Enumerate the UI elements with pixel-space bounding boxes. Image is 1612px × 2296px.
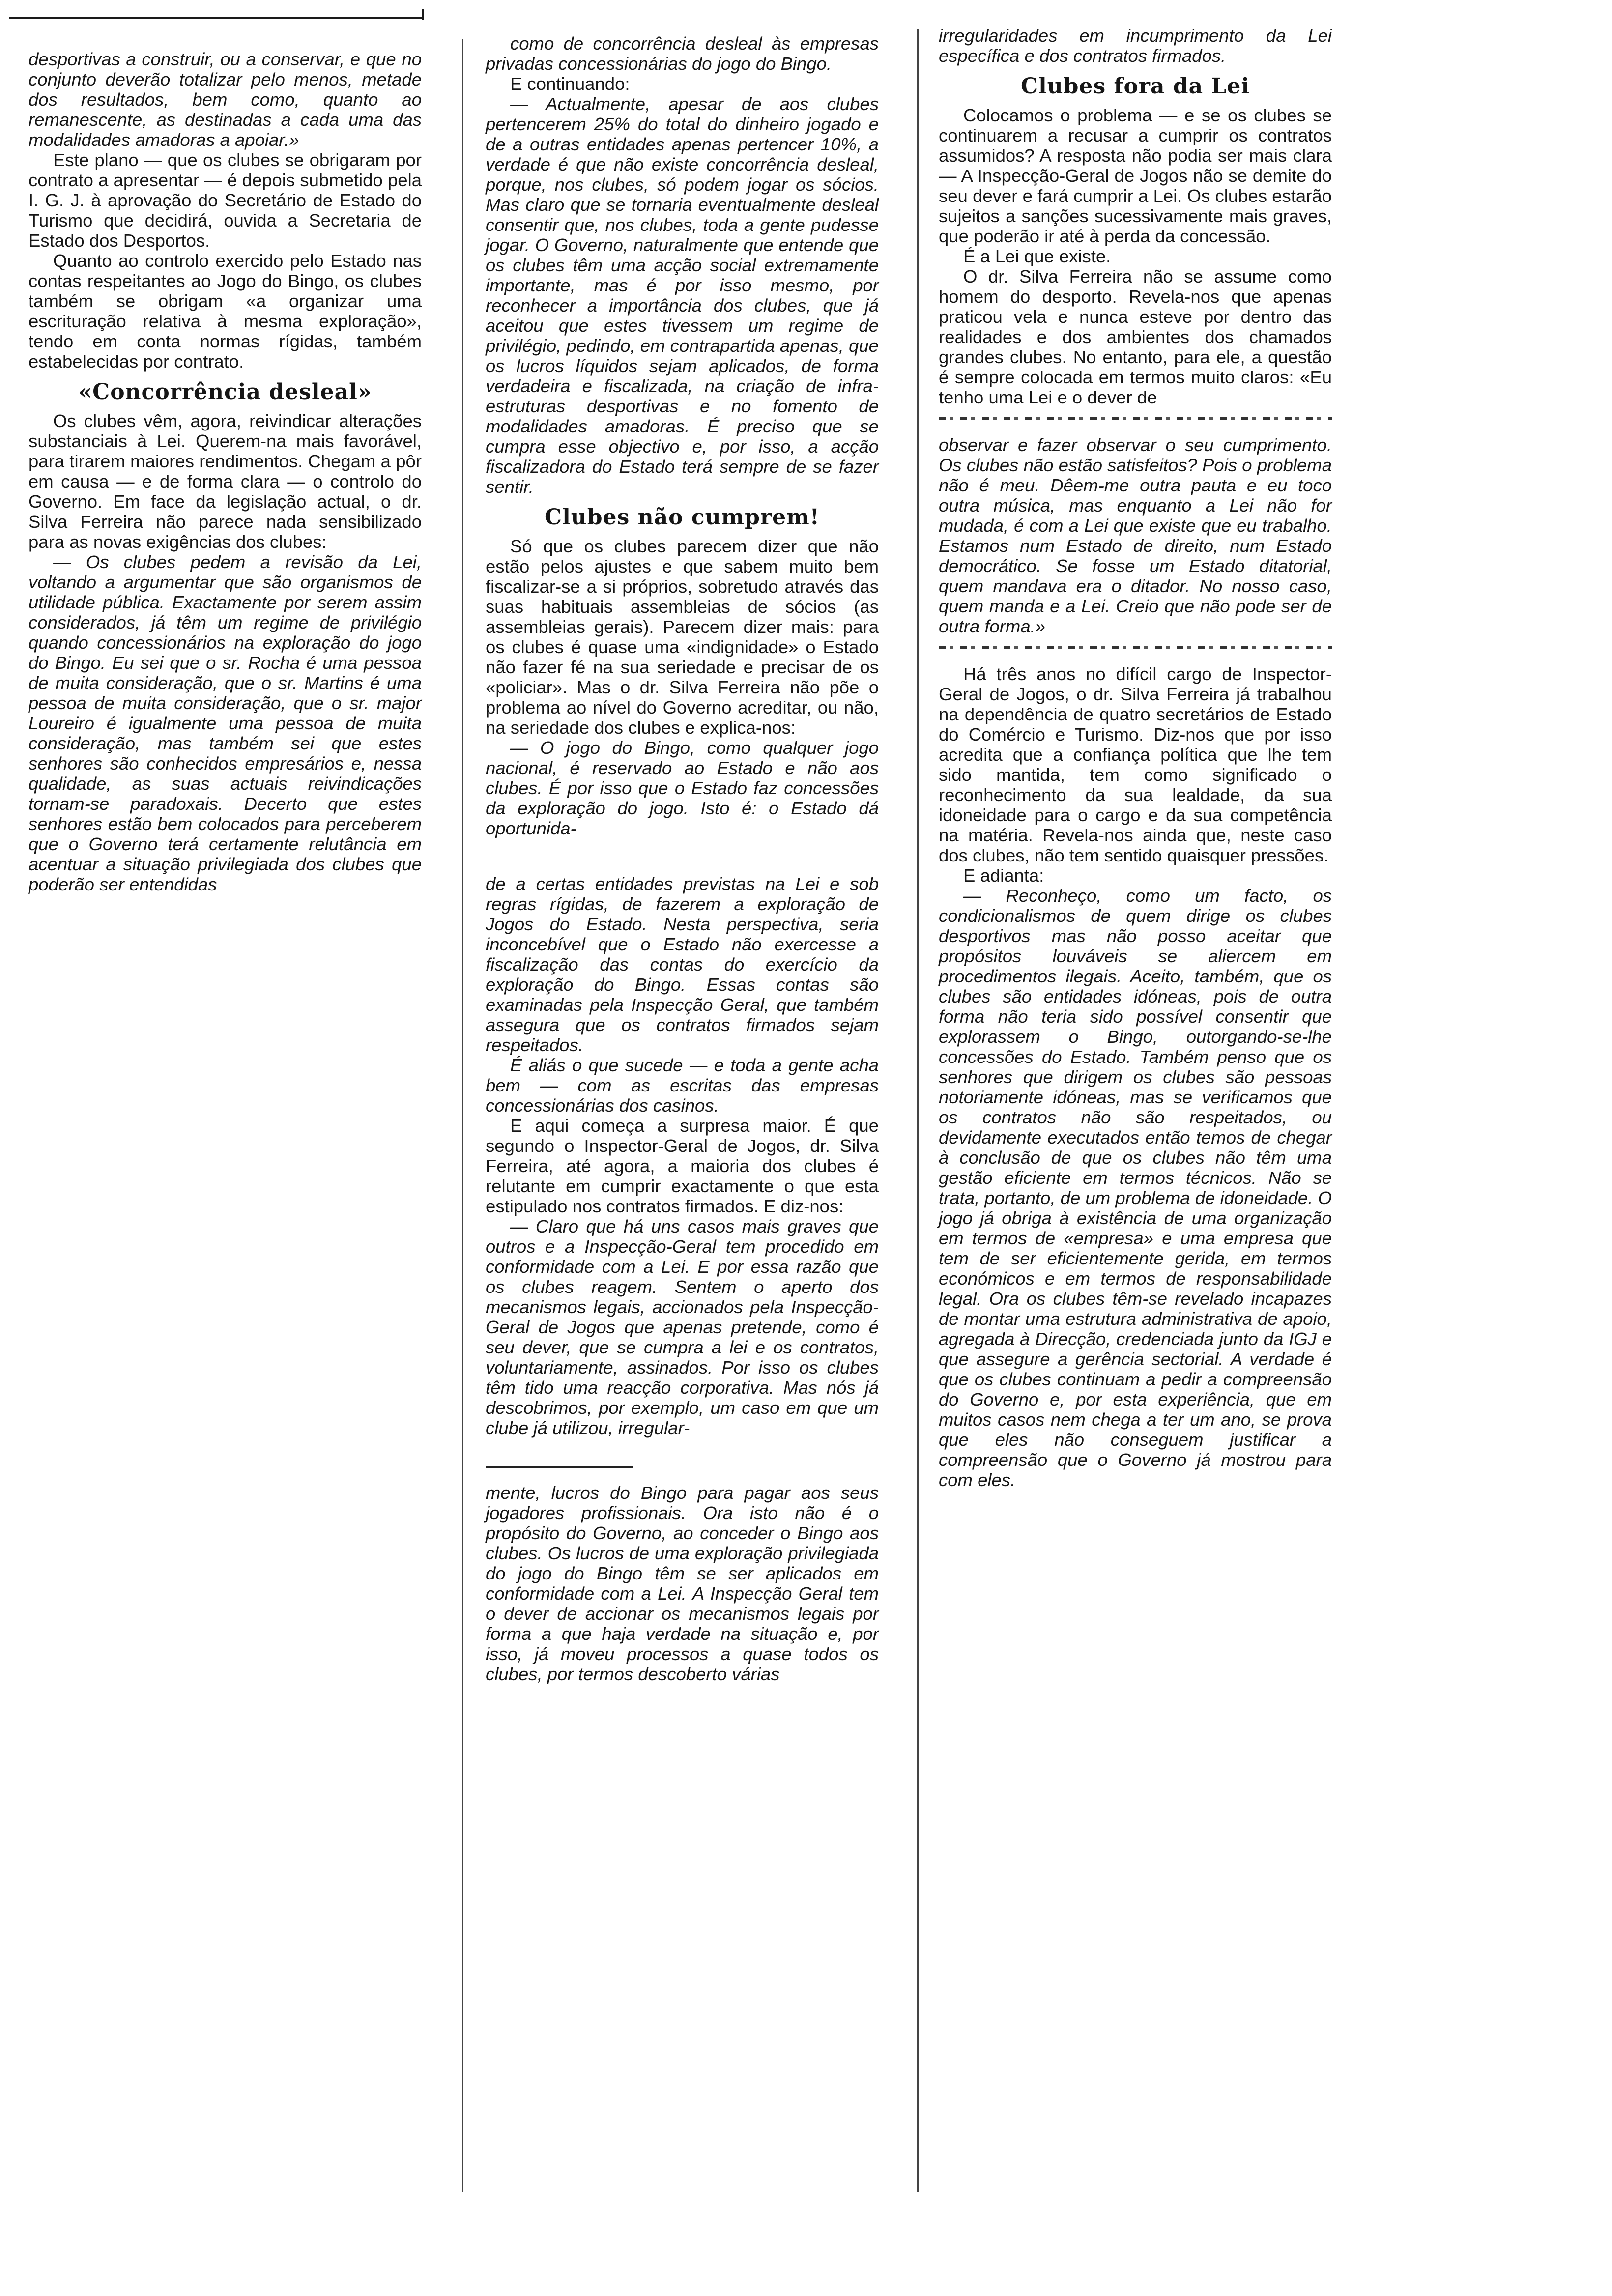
paragraph: O dr. Silva Ferreira não se assume como homem do desporto. Revela-nos que apenas praticou vela e nunca esteve por dentro das realidades e dos ambientes dos chamados grandes clubes. No entanto, para ele, a questão é sempre colocada em termos muito claros: «Eu tenho uma Lei e o dever de — [939, 266, 1332, 407]
section-separator-rule — [486, 1466, 633, 1468]
section-heading: Clubes fora da Lei — [1020, 74, 1250, 99]
paragraph: É a Lei que existe. — [963, 246, 1111, 266]
paragraph: Colocamos o problema — e se os clubes se continuarem a recusar a cumprir os contratos assumidos? A resposta não podia ser mais clara — A Inspecção-Geral de Jogos não se demite do seu dever e fará cumprir a Lei. Os clubes estarão sujeitos a sanções sucessivamente mais graves, que poderão ir até à perda da concessão. — [939, 105, 1332, 246]
paragraph: Há três anos no difícil cargo de Inspector-Geral de Jogos, o dr. Silva Ferreira já trabalhou na dependência de quatro secretários de Estado do Comércio e Turismo. Diz-nos que por isso acredita que a confiança política que lhe tem sido mantida, tem como significado o reconhecimento da sua lealdade, da sua idoneidade para o cargo e da sua competência na matéria. Revela-nos ainda que, neste caso dos clubes, não tem sentido quaisquer pressões. — [939, 664, 1332, 865]
column-gap — [486, 838, 879, 874]
print-noise-rule — [939, 646, 1332, 649]
paragraph: irregularidades em incumprimento da Lei específica e dos contratos firmados. — [939, 26, 1332, 66]
paragraph: como de concorrência desleal às empresas privadas concessionárias do jogo do Bingo. — [486, 33, 879, 74]
article-column-1 — [29, 49, 422, 894]
top-left-rule-tick — [422, 9, 424, 20]
quote-paragraph: É aliás o que sucede — e toda a gente acha bem — com as escritas das empresas concessionárias dos casinos. — [486, 1055, 879, 1116]
quote-paragraph: mente, lucros do Bingo para pagar aos seus jogadores profissionais. Ora isto não é o propósito do Governo, ao conceder o Bingo aos clubes. Os lucros de uma exploração privilegiada do jogo do Bingo têm se ser aplicados em conformidade com a Lei. A Inspecção Geral tem o dever de accionar os mecanismos legais por forma a que haja verdade na situação e, por isso, já moveu processos a quase todos os clubes, por termos descoberto várias — [486, 1483, 879, 1684]
paragraph: E continuando: — [510, 74, 630, 94]
paragraph: E aqui começa a surpresa maior. É que segundo o Inspector-Geral de Jogos, dr. Silva Ferreira, até agora, a maioria dos clubes é relutante em cumprir exactamente o que esta estipulado nos contratos firmados. E diz-nos: — [486, 1116, 879, 1216]
paragraph: Só que os clubes parecem dizer que não estão pelos ajustes e que sabem muito bem fiscalizar-se a si próprios, sobretudo através das suas habituais assembleias de sócios (as assembleias gerais). Parecem dizer mais: para os clubes é quase uma «indignidade» o Estado não fazer fé na sua seriedade e precisar de os «policiar». Mas o dr. Silva Ferreira não põe o problema ao nível do Governo acreditar, ou não, na seriedade dos clubes e explica-nos: — [486, 536, 879, 738]
section-heading: «Concorrência desleal» — [78, 379, 372, 404]
paragraph: Quanto ao controlo exercido pelo Estado nas contas respeitantes ao Jogo do Bingo, os clubes também se obrigam «a organizar uma escrituração relativa à mesma exploração», tendo em conta normas rígidas, também estabelecidas por contrato. — [29, 251, 422, 372]
quote-paragraph: — Actualmente, apesar de aos clubes pertencerem 25% do total do dinheiro jogado e de a outras entidades apenas pertencer 10%, a verdade é que não existe concorrência desleal, porque, nos clubes, só podem jogar os sócios. Mas claro que se tornaria eventualmente desleal consentir que, nos clubes, toda a gente pudesse jogar. O Governo, naturalmente que entende que os clubes têm uma acção social extremamente importante, mas é por isso mesmo, por reconhecer a importância dos clubes, que já aceitou que estes tivessem um regime de privilégio, pedindo, em contrapartida apenas, que os lucros líquidos sejam aplicados, de forma verdadeira e fiscalizada, na criação de infra-estruturas desportivas e no fomento de modalidades amadoras. É preciso que se cumpra esse objectivo e, por isso, a acção fiscalizadora do Estado terá sempre de se fazer sentir. — [486, 94, 879, 497]
top-left-rule — [9, 17, 423, 19]
paragraph: Os clubes vêm, agora, reivindicar alterações substanciais à Lei. Querem-na mais favorável, para tirarem maiores rendimentos. Chegam a pôr em causa — e de forma clara — o controlo do Governo. Em face da legislação actual, o dr. Silva Ferreira não parece nada sensibilizado para as novas exigências dos clubes: — [29, 411, 422, 552]
article-column-3 — [939, 26, 1332, 1490]
quote-paragraph: — Reconheço, como um facto, os condicionalismos de quem dirige os clubes desportivos mas não posso aceitar que propósitos louváveis se aliercem em procedimentos ilegais. Aceito, também, que os clubes são entidades idóneas, pois de outra forma não teria sido possível consentir que explorassem o Bingo, outorgando-se-lhe concessões do Estado. Também penso que os senhores que dirigem os clubes são pessoas notoriamente idóneas, mas se verificamos que os contratos não são respeitados, ou devidamente executados então temos de chegar à conclusão de que os clubes não têm uma gestão eficiente em termos técnicos. Não se trata, portanto, de um problema de idoneidade. O jogo já obriga à existência de uma organização em termos de «empresa» e uma empresa que tem de ser eficientemente gerida, em termos económicos e em termos de responsabilidade legal. Ora os clubes têm-se revelado incapazes de montar uma estrutura administrativa de apoio, agregada à Direcção, credenciada junto da IGJ e que assegure a gerência sectorial. A verdade é que os clubes continuam a pedir a compreensão do Governo e, por esta experiência, que em muitos casos nem chega a ter um ano, se prova que eles não conseguem justificar a compreensão que o Governo já mostrou para com eles. — [939, 886, 1332, 1490]
print-noise-rule — [939, 417, 1332, 420]
quote-paragraph: observar e fazer observar o seu cumprimento. Os clubes não estão satisfeitos? Pois o problema não é meu. Dêem-me outra pauta e eu toco outra música, mas enquanto a Lei não for mudada, é com a Lei que existe que eu trabalho. Estamos num Estado de direito, num Estado democrático. Se fosse um Estado ditatorial, quem mandava era o ditador. No nosso caso, quem manda e a Lei. Creio que não pode ser de outra forma.» — [939, 435, 1332, 636]
section-heading: Clubes não cumprem! — [545, 505, 820, 530]
paragraph: desportivas a construir, ou a conservar, e que no conjunto deverão totalizar pelo menos, metade dos resultados, bem como, quanto ao remanescente, as destinadas a cada uma das modalidades amadoras a apoiar.» — [29, 49, 422, 150]
column-divider-left — [462, 39, 463, 2192]
column-divider-right — [917, 29, 919, 2192]
quote-paragraph: de a certas entidades previstas na Lei e sob regras rígidas, de fazerem a exploração de Jogos do Estado. Nesta perspectiva, seria inconcebível que o Estado não exercesse a fiscalização das contas do exercício da exploração do Bingo. Essas contas são examinadas pela Inspecção Geral, que também assegura que os contratos firmados sejam respeitados. — [486, 874, 879, 1055]
paragraph: E adianta: — [963, 865, 1044, 886]
paragraph: Este plano — que os clubes se obrigaram por contrato a apresentar — é depois submetido pela I. G. J. à aprovação do Secretário de Estado do Turismo que decidirá, ouvida a Secretaria de Estado dos Desportos. — [29, 150, 422, 251]
quote-paragraph: — Claro que há uns casos mais graves que outros e a Inspecção-Geral tem procedido em conformidade com a Lei. E por essa razão que os clubes reagem. Sentem o aperto dos mecanismos legais, accionados pela Inspecção-Geral de Jogos que apenas pretende, como é seu dever, que se cumpra a lei e os contratos, voluntariamente, assinados. Por isso os clubes têm tido uma reacção corporativa. Mas nós já descobrimos, por exemplo, um caso em que um clube já utilizou, irregular- — [486, 1216, 879, 1438]
quote-paragraph: — O jogo do Bingo, como qualquer jogo nacional, é reservado ao Estado e não aos clubes. É por isso que o Estado faz concessões da exploração do jogo. Isto é: o Estado dá oportunida- — [486, 738, 879, 838]
quote-paragraph: — Os clubes pedem a revisão da Lei, voltando a argumentar que são organismos de utilidade pública. Exactamente por serem assim considerados, já têm um regime de privilégio quando concessionários na exploração do jogo do Bingo. Eu sei que o sr. Rocha é uma pessoa de muita consideração, que o sr. Martins é uma pessoa de muita consideração, que o sr. major Loureiro é igualmente uma pessoa de muita consideração, mas também sei que estes senhores são conhecidos empresários e, nessa qualidade, as suas actuais reivindicações tornam-se paradoxais. Decerto que estes senhores estão bem colocados para perceberem que o Governo terá certamente relutância em acentuar a situação privilegiada dos clubes que poderão ser entendidas — [29, 552, 422, 894]
article-column-2 — [486, 33, 879, 1684]
